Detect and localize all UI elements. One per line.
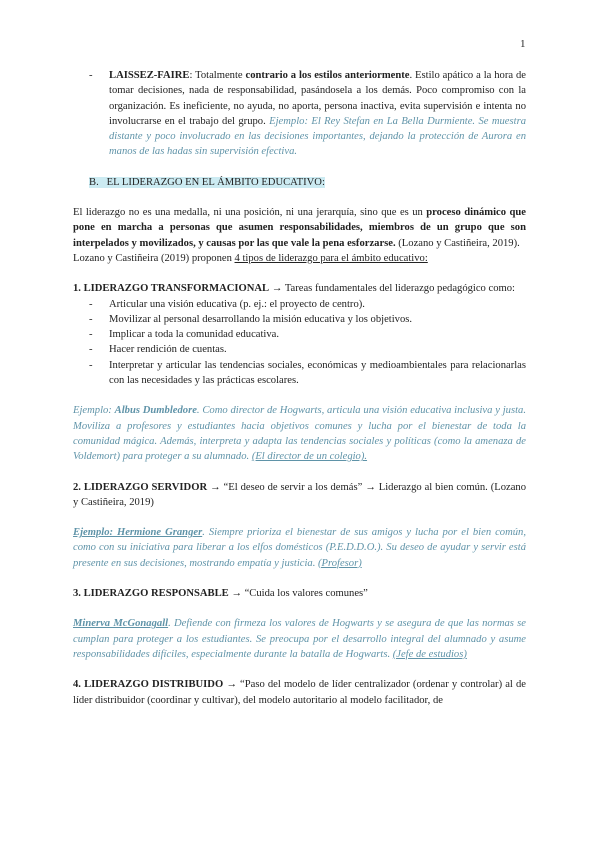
laissez-faire-title: LAISSEZ-FAIRE xyxy=(109,70,190,81)
s1-example-name: Albus Dumbledore xyxy=(114,405,197,417)
s2-arrow: → xyxy=(207,481,224,493)
intro-bold: proceso dinámico que pone en marcha a personas que asumen responsabilidades, miembros de un grupo que son interpelados y movilizados, y causas por las que vale la pena esforzarse. xyxy=(73,207,526,249)
s2-example-text: . Siempre prioriza el bienestar de sus amigos y lucha por el bien común, como con su iniciativa para liberar a los elfos domésticos (P.E.D.D.O.). Su deseo de ayudar y servir está presente en sus decisiones, mostrando empatía y justicia. xyxy=(73,527,526,569)
s2-quote: “El deseo de servir a los demás” xyxy=(223,481,363,493)
section-b-title: EL LIDERAZGO EN EL ÁMBITO EDUCATIVO: xyxy=(106,176,325,188)
s2-arrow-2: → xyxy=(362,481,379,493)
s2-heading xyxy=(73,480,526,511)
page-number: 1 xyxy=(520,38,526,50)
laissez-example: Ejemplo: El Rey Stefan en La Bella Durmiente. Se muestra distante y poco involucrado en las decisiones importantes, dejando la protección de Aurora en manos de las hadas sin supervisión efectiva. xyxy=(109,115,526,158)
laissez-text-1: : Totalmente xyxy=(189,70,246,81)
intro-line2-underlined: 4 tipos de liderazgo para el ámbito educativo: xyxy=(234,252,428,264)
s2-example-name: Ejemplo: Hermione Granger xyxy=(73,527,203,539)
s1-title: 1. LIDERAZGO TRANSFORMACIONAL xyxy=(73,283,270,295)
s3-title: 3. LIDERAZGO RESPONSABLE xyxy=(73,588,229,600)
list-item: - Movilizar al personal desarrollando la misión educativa y los objetivos. xyxy=(109,312,526,327)
s4-text: “Paso del modelo de líder centralizador (ordenar y controlar) al de líder distribuidor (coordinar y cultivar), del modelo autoritario al modelo facilitador, de xyxy=(73,679,526,706)
s1-arrow: → xyxy=(269,283,285,295)
s4-heading xyxy=(73,677,526,708)
laissez-bold: contrario a los estilos anteriormente xyxy=(245,70,410,81)
s4-title: 4. LIDERAZGO DISTRIBUIDO xyxy=(73,679,224,691)
s4-arrow: → xyxy=(223,679,241,691)
s1-list xyxy=(73,297,526,389)
s1-example xyxy=(73,403,526,464)
s3-arrow: → xyxy=(228,588,245,600)
s3-example-role: (Jefe de estudios) xyxy=(392,648,467,660)
list-item: - Interpretar y articular las tendencias sociales, económicas y medioambientales para relacionarlas con las necesidades y las prácticas escolares. xyxy=(109,358,526,389)
s1-heading xyxy=(73,281,526,296)
list-item: - Implicar a toda la comunidad educativa. xyxy=(109,327,526,342)
s2-text: Liderazgo al bien común. (Lozano y Castiñeira, 2019) xyxy=(73,481,527,508)
s1-text: Tareas fundamentales del liderazgo pedagógico como: xyxy=(284,283,515,295)
bullet-dash: - xyxy=(89,70,93,81)
s3-quote: “Cuida los valores comunes” xyxy=(244,588,368,600)
s3-heading xyxy=(73,586,526,601)
laissez-faire-item xyxy=(73,68,526,160)
list-item: - Hacer rendición de cuentas. xyxy=(109,342,526,357)
section-b-heading xyxy=(73,175,526,190)
laissez-text-2: . Estilo apático a la hora de tomar decisiones, nada de responsabilidad, pasándosela a los demás. Poco compromiso con la organización. Es ineficiente, no ayuda, no aporta, persona inactiva, evita supervisión e intenta no involucrarse en el trabajo del grupo. xyxy=(109,70,526,127)
s1-example-label: Ejemplo: xyxy=(73,405,115,417)
list-item: - Articular una visión educativa (p. ej.: el proyecto de centro). xyxy=(109,297,526,312)
s1-example-text: . Como director de Hogwarts, articula una visión educativa inclusiva y justa. Moviliza a profesores y estudiantes hacia objetivos comunes y lucha por el bienestar de toda la comunidad mágica. Además, interpreta y adapta las tendencias sociales y políticas (como la amenaza de Voldemort) para proteger a su alumnado. xyxy=(73,405,526,463)
document-body xyxy=(73,68,526,708)
intro-line-2 xyxy=(73,251,526,266)
s1-example-role: (El director de un colegio). xyxy=(251,451,368,463)
intro-paragraph xyxy=(73,205,526,251)
s2-example xyxy=(73,525,526,571)
intro-line2-text: Lozano y Castiñeira (2019) proponen xyxy=(73,252,235,264)
s2-example-role: (Profesor) xyxy=(318,557,362,569)
section-b-letter: B. xyxy=(89,176,99,188)
s3-example-text: . Defiende con firmeza los valores de Hogwarts y se asegura de que las normas se cumplan para proteger a los estudiantes. Se preocupa por el desarrollo integral del alumnado y asume responsabilidades difíciles, especialmente durante la batalla de Hogwarts. xyxy=(73,618,526,660)
intro-text-1: El liderazgo no es una medalla, ni una posición, ni una jerarquía, sino que es un xyxy=(73,207,427,219)
s3-example xyxy=(73,616,526,662)
s2-title: 2. LIDERAZGO SERVIDOR xyxy=(73,481,208,493)
intro-text-2: (Lozano y Castiñeira, 2019). xyxy=(395,237,520,249)
s3-example-name: Minerva McGonagall xyxy=(73,618,169,630)
